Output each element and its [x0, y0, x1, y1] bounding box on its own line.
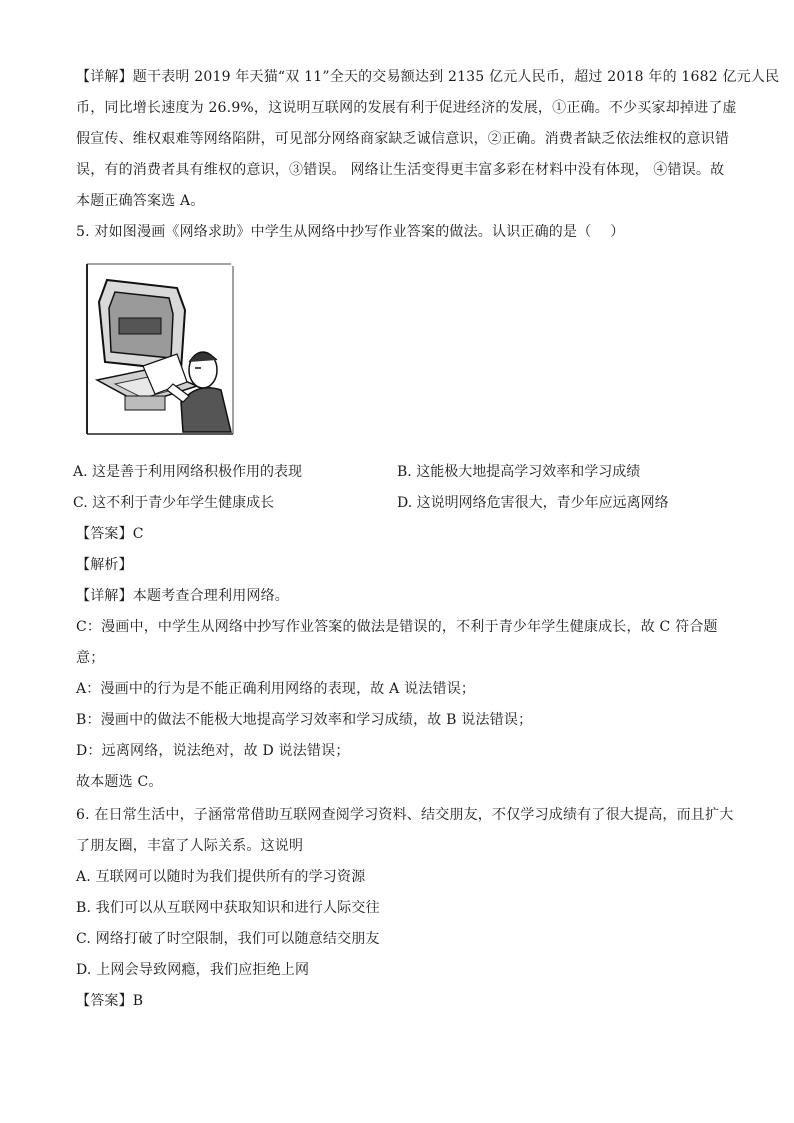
q5-detail-line-6: D：远离网络，说法绝对，故 D 说法错误；	[76, 743, 350, 759]
q5-detail-line-4: A：漫画中的行为是不能正确利用网络的表现，故 A 说法错误；	[76, 681, 476, 697]
q4-detail-line-4: 误，有的消费者具有维权的意识，③错误。 网络让生活变得更丰富多彩在材料中没有体现， ④错误。故	[76, 162, 725, 178]
q6-stem-line-1: 6. 在日常生活中，子涵常常借助互联网查阅学习资料、结交朋友，不仅学习成绩有了很大提高，而且扩大	[76, 807, 734, 823]
q5-detail-line-3: 意；	[76, 650, 105, 666]
comic-image	[85, 262, 235, 436]
q4-detail-line-2: 币，同比增长速度为 26.9%，这说明互联网的发展有利于促进经济的发展，①正确。不少买家却掉进了虚	[76, 100, 737, 116]
q5-detail-line-2: C：漫画中，中学生从网络中抄写作业答案的做法是错误的，不利于青少年学生健康成长，故 C 符合题	[76, 619, 718, 635]
q5-detail-line-7: 故本题选 C。	[76, 774, 163, 790]
q5-option-c: C. 这不利于青少年学生健康成长	[73, 495, 275, 511]
q5-option-d: D. 这说明网络危害很大，青少年应远离网络	[397, 495, 669, 511]
q5-analysis-label: 【解析】	[76, 557, 133, 573]
q5-detail-line-5: B：漫画中的做法不能极大地提高学习效率和学习成绩，故 B 说法错误；	[76, 712, 533, 728]
q4-detail-line-3: 假宣传、维权艰难等网络陷阱，可见部分网络商家缺乏诚信意识，②正确。消费者缺乏依法维权的意识错	[76, 131, 730, 147]
q4-detail-line-1: 【详解】题干表明 2019 年天猫“双 11”全天的交易额达到 2135 亿元人民币，超过 2018 年的 1682 亿元人民	[76, 69, 780, 85]
q6-option-b: B. 我们可以从互联网中获取知识和进行人际交往	[76, 900, 380, 916]
q6-option-c: C. 网络打破了时空限制，我们可以随意结交朋友	[76, 931, 380, 947]
q4-detail-line-5: 本题正确答案选 A。	[76, 193, 205, 209]
q6-option-d: D. 上网会导致网瘾，我们应拒绝上网	[76, 962, 310, 978]
q5-option-a: A. 这是善于利用网络积极作用的表现	[73, 464, 303, 480]
q5-answer: 【答案】C	[76, 526, 144, 542]
q5-option-b: B. 这能极大地提高学习效率和学习成绩	[397, 464, 641, 480]
comic-drawing	[85, 262, 235, 436]
q6-option-a: A. 互联网可以随时为我们提供所有的学习资源	[76, 869, 366, 885]
q6-stem-line-2: 了朋友圈，丰富了人际关系。这说明	[76, 838, 304, 854]
q6-answer: 【答案】B	[76, 993, 144, 1009]
q5-stem: 5. 对如图漫画《网络求助》中学生从网络中抄写作业答案的做法。认识正确的是（ ）	[76, 224, 625, 240]
q5-detail-line-1: 【详解】本题考查合理利用网络。	[76, 588, 289, 604]
